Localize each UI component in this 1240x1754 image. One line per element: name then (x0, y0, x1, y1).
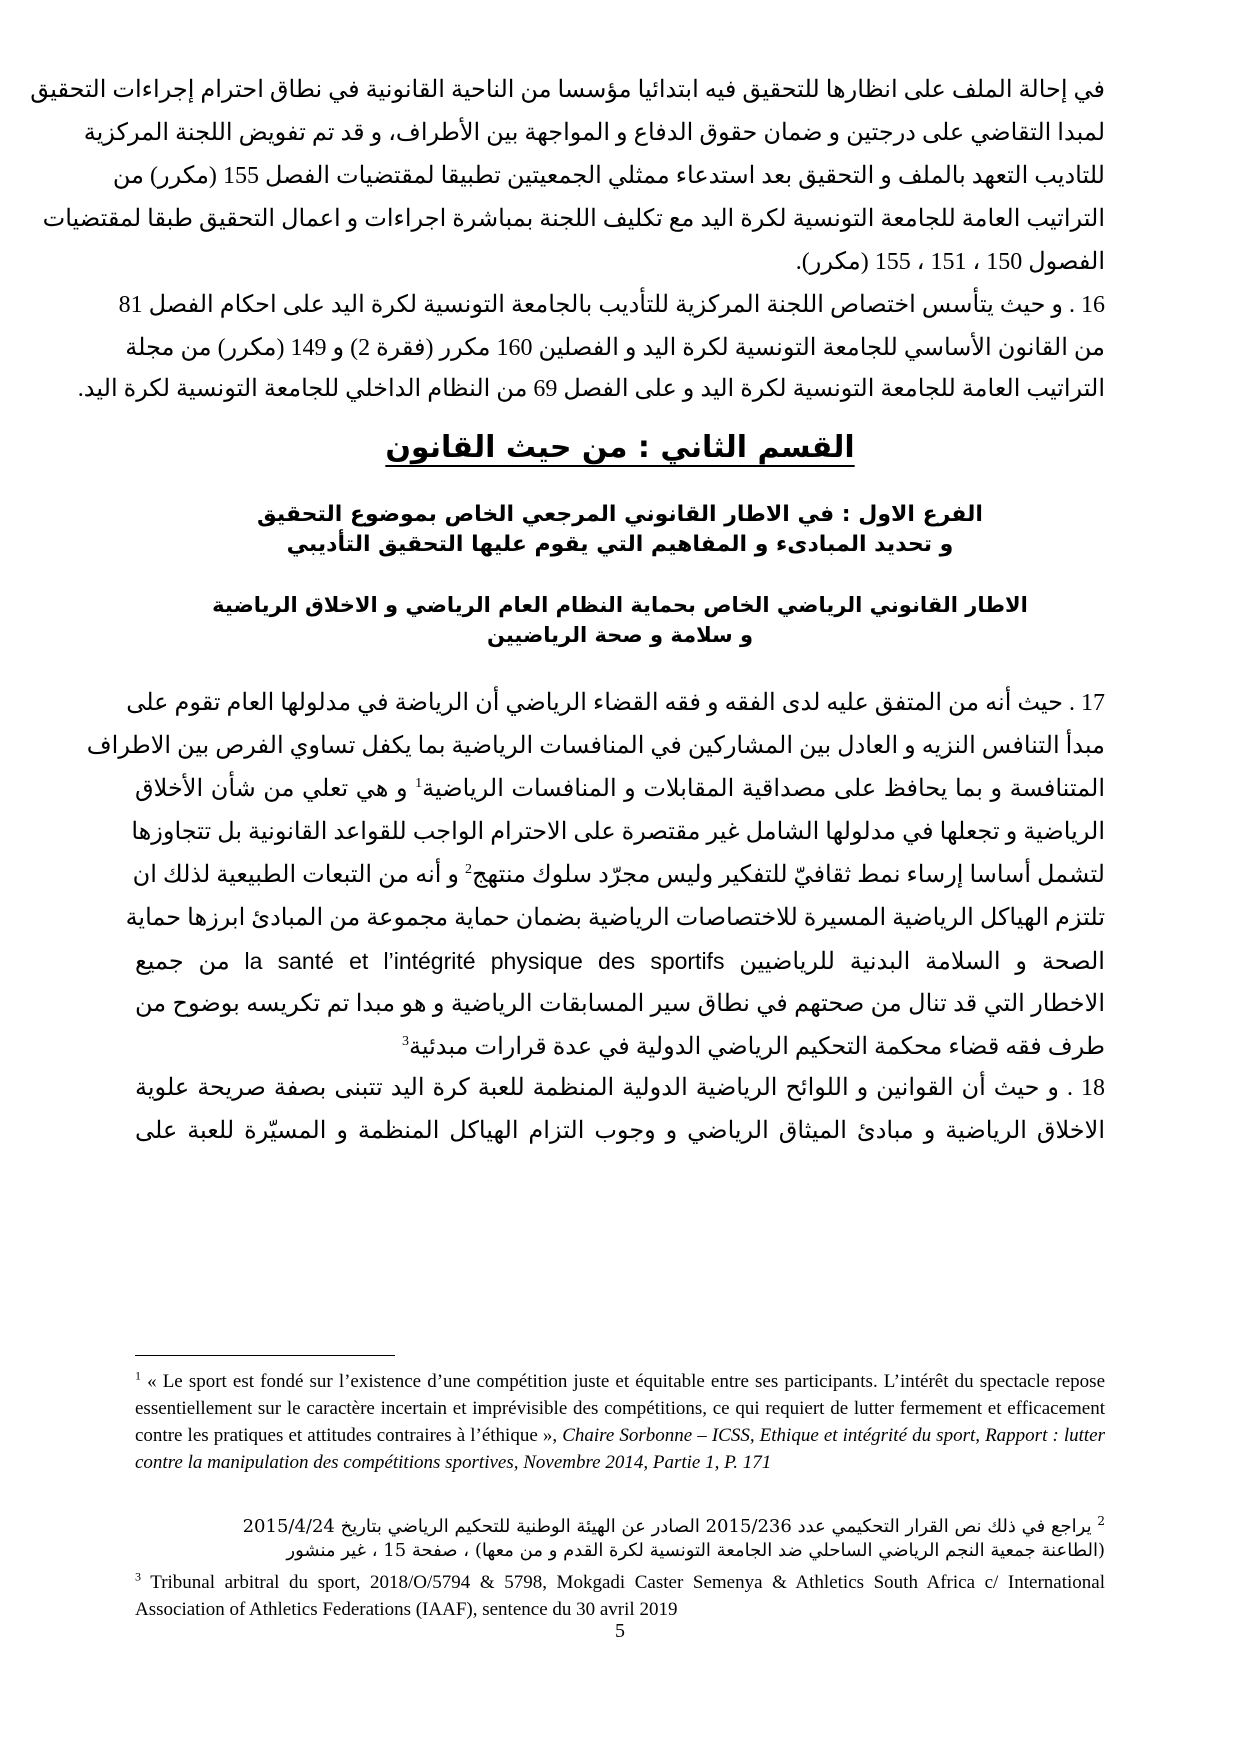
footnote-marker: 1 (135, 1368, 141, 1383)
text-line: للتاديب التعهد بالملف و التحقيق بعد استدعاء ممثلي الجمعيتين تطبيقا لمقتضيات الفصل 155 (مكرر) من (112, 163, 1105, 189)
footnote-1 (135, 1368, 1105, 1476)
sub-subsection-title-line-1: الاطار القانوني الرياضي الخاص بحماية النظام العام الرياضي و الاخلاق الرياضية (212, 593, 1028, 617)
text-line: الاخلاق الرياضية و مبادئ الميثاق الرياضي و وجوب التزام الهياكل المنظمة و المسيّرة للعبة على (135, 1118, 1105, 1144)
text-line (135, 1027, 1105, 1067)
text-line: 16 . و حيث يتأسس اختصاص اللجنة المركزية للتأديب بالجامعة التونسية لكرة اليد على احكام الفصل 81 (118, 292, 1105, 318)
footnote-citation: Chaire Sorbonne – ICSS, Ethique et intégrité du sport, Rapport : lutter contre la manipulation des compétitions sportives, Novembre 2014, Partie 1, P. 171 (135, 1425, 1106, 1473)
text-segment: طرف فقه قضاء محكمة التحكيم الرياضي الدولية في عدة قرارات مبدئية (409, 1034, 1105, 1060)
text-line (135, 769, 1105, 809)
footnote-2 (135, 1515, 1105, 1563)
page-number: 5 (615, 1620, 625, 1642)
text-line: تلتزم الهياكل الرياضية المسيرة للاختصاصات الرياضية بضمان حماية مجموعة من المبادئ ابرزها حماية (125, 905, 1105, 931)
text-segment: المتنافسة و بما يحافظ على مصداقية المقابلات و المنافسات الرياضية (422, 776, 1106, 802)
text-line: الاخطار التي قد تنال من صحتهم في نطاق سير المسابقات الرياضية و هو مبدا تم تكريسه بوضوح من (135, 991, 1105, 1017)
footnote-ref-2[interactable]: 2 (465, 862, 473, 877)
sub-subsection-title (135, 590, 1105, 650)
text-segment: لتشمل أساسا إرساء نمط ثقافيّ للتفكير وليس مجرّد سلوك منتهج (472, 862, 1105, 888)
text-segment: و أنه من التبعات الطبيعية لذلك ان (132, 862, 466, 888)
text-line: 18 . و حيث أن القوانين و اللوائح الرياضية الدولية المنظمة للعبة كرة اليد تتبنى بصفة صريحة علوية (135, 1075, 1105, 1101)
footnote-3 (135, 1569, 1105, 1623)
subsection-title-line-1: الفرع الاول : في الاطار القانوني المرجعي الخاص بموضوع التحقيق (257, 502, 983, 527)
footnote-text: يراجع في ذلك نص القرار التحكيمي عدد 2015/236 الصادر عن الهيئة الوطنية للتحكيم الرياضي بتاريخ 2015/4/24 (242, 1516, 1092, 1537)
footnote-marker: 2 (1097, 1514, 1105, 1528)
footnote-line: (الطاعنة جمعية النجم الرياضي الساحلي ضد الجامعة التونسية لكرة القدم و من معها) ، صفحة 15 ، غير منشور (286, 1540, 1105, 1561)
footnote-ref-3[interactable]: 3 (402, 1034, 409, 1049)
text-line: 17 . حيث أنه من المتفق عليه لدى الفقه و فقه القضاء الرياضي أن الرياضة في مدلولها العام تقوم على (126, 690, 1105, 716)
section-title: القسم الثاني : من حيث القانون (385, 430, 855, 465)
text-line: من القانون الأساسي للجامعة التونسية لكرة اليد و الفصلين 160 مكرر (فقرة 2) و 149 (مكرر) من مجلة (125, 335, 1105, 361)
text-line: لمبدا التقاضي على درجتين و ضمان حقوق الدفاع و المواجهة بين الأطراف، و قد تم تفويض اللجنة المركزية (83, 120, 1105, 146)
text-line: الرياضية و تجعلها في مدلولها الشامل غير مقتصرة على الاحترام الواجب للقواعد القانونية بل تتجاوزها (131, 819, 1105, 845)
text-line (132, 855, 1105, 895)
text-line (135, 941, 1105, 981)
french-term: la santé et l’intégrité physique des sportifs (244, 948, 725, 974)
footnote-separator (135, 1355, 395, 1356)
subsection-title-line-2: و تحديد المبادىء و المفاهيم التي يقوم عليها التحقيق التأديبي (286, 532, 954, 557)
text-line: في إحالة الملف على انظارها للتحقيق فيه ابتدائيا مؤسسا من الناحية القانونية في نطاق احترام إجراءات التحقيق (30, 77, 1105, 103)
text-segment: و هي تعلي من شأن الأخلاق (135, 776, 416, 802)
footnote-text: Tribunal arbitral du sport, 2018/O/5794 & 5798, Mokgadi Caster Semenya & Athletics South Africa c/ International Association of Athletics Federations (IAAF), sentence du 30 avril 2019 (135, 1572, 1105, 1620)
text-line: التراتيب العامة للجامعة التونسية لكرة اليد و على الفصل 69 من النظام الداخلي للجامعة التونسية لكرة اليد. (77, 376, 1105, 402)
text-line: الفصول 150 ، 151 ، 155 (مكرر). (795, 249, 1105, 275)
footnote-line (135, 1515, 1105, 1539)
text-line: مبدأ التنافس النزيه و العادل بين المشاركين في المنافسات الرياضية بما يكفل تساوي الفرص بين الاطراف (86, 733, 1105, 759)
footnote-ref-1[interactable]: 1 (415, 776, 423, 791)
subsection-title (135, 500, 1105, 560)
text-segment: من جميع (135, 949, 245, 975)
text-segment: الصحة و السلامة البدنية للرياضيين (724, 949, 1105, 975)
text-line: التراتيب العامة للجامعة التونسية لكرة اليد مع تكليف اللجنة بمباشرة اجراءات و اعمال التحقيق طبقا لمقتضيات (42, 206, 1105, 232)
footnote-marker: 3 (135, 1569, 141, 1584)
sub-subsection-title-line-2: و سلامة و صحة الرياضيين (486, 623, 754, 647)
footnote-text: « Le sport est fondé sur l’existence d’une compétition juste et équitable entre ses participants. L’intérêt du spectacle repose essentiellement sur le caractère incertain et imprévisible des compétitions, ce qui requiert de lutter fermement et efficacement contre les pratiques et attitudes contraires à l’éthique », (135, 1371, 1106, 1446)
